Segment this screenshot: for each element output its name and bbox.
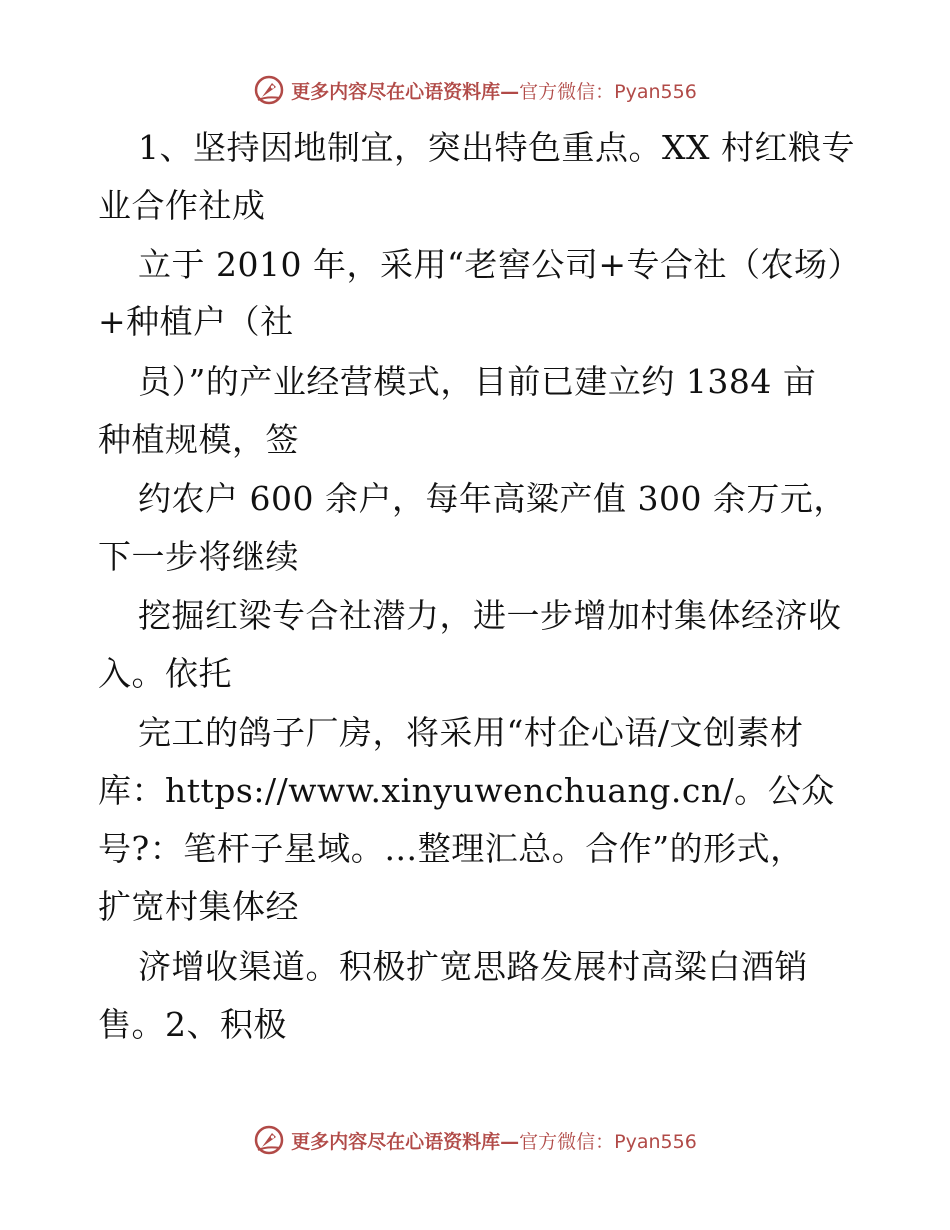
footer-banner [0, 1120, 950, 1160]
body-line: 济增收渠道。积极扩宽思路发展村高粱白酒销 [138, 947, 808, 986]
body-line: 入。依托 [98, 654, 232, 693]
pen-nib-circle-icon [253, 1124, 285, 1156]
header-wechat-text: 官方微信：Pyan556 [519, 80, 697, 103]
body-line: 1、坚持因地制宜，突出特色重点。XX 村红粮专 [138, 128, 855, 167]
body-line: 扩宽村集体经 [98, 887, 299, 926]
body-line: +种植户（社 [98, 302, 294, 341]
body-line: 完工的鸽子厂房，将采用“村企心语/文创素材 [138, 713, 804, 752]
footer-wechat-text: 官方微信：Pyan556 [519, 1130, 697, 1153]
header-banner-text: 更多内容尽在心语资料库— [291, 80, 520, 103]
body-line: 立于 2010 年，采用“老窖公司+专合社（农场） [138, 245, 861, 284]
body-line: 下一步将继续 [98, 537, 299, 576]
body-line: 员）”的产业经营模式，目前已建立约 1384 亩 [138, 362, 817, 401]
body-line: 号?：笔杆子星域。…整理汇总。合作”的形式， [98, 829, 804, 868]
body-line: 挖掘红梁专合社潜力，进一步增加村集体经济收 [138, 596, 842, 635]
footer-banner-text: 更多内容尽在心语资料库— [291, 1130, 520, 1153]
body-line: 售。2、积极 [98, 1005, 287, 1044]
body-line: 种植规模，签 [98, 420, 299, 459]
body-line: 约农户 600 余户，每年高粱产值 300 余万元， [138, 479, 847, 518]
body-line: 库：https://www.xinyuwenchuang.cn/。公众 [98, 771, 835, 810]
body-line: 业合作社成 [98, 186, 266, 225]
